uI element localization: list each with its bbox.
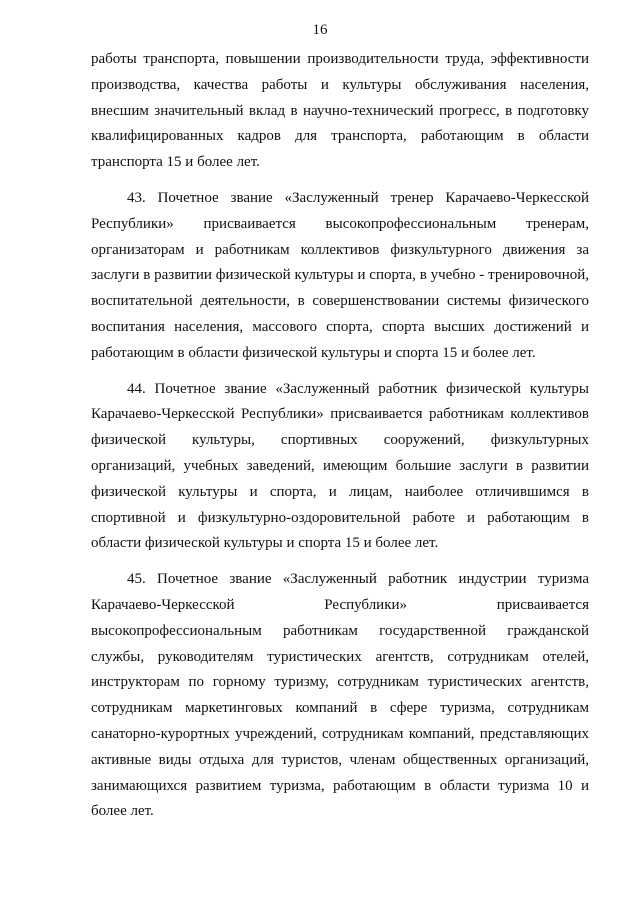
- text-line: работающим в области физической культуры и спорта 15 и более лет.: [91, 344, 536, 361]
- text-line: физической культуры и спорта, и лицам, наиболее отличившимся в: [91, 483, 589, 500]
- text-line: высокопрофессиональным работникам государственной гражданской: [91, 622, 589, 639]
- text-line: 44. Почетное звание «Заслуженный работник физической культуры: [127, 380, 589, 397]
- text-line: воспитательной деятельности, в совершенствовании системы физического: [91, 293, 589, 310]
- text-line: активные виды отдыха для туристов, членам общественных организаций,: [91, 751, 589, 768]
- text-line: сотрудникам маркетинговых компаний в сфере туризма, сотрудникам: [91, 700, 589, 717]
- text-line: 43. Почетное звание «Заслуженный тренер Карачаево-Черкесской: [127, 189, 589, 206]
- paragraph-44: [91, 377, 589, 558]
- text-line: более лет.: [91, 803, 154, 820]
- text-line: физической культуры, спортивных сооружений, физкультурных: [91, 432, 589, 449]
- text-line: области физической культуры и спорта 15 и более лет.: [91, 535, 439, 552]
- text-line: санаторно-курортных учреждений, сотрудникам компаний, представляющих: [91, 725, 589, 742]
- text-line: службы, руководителям туристических агентств, сотрудникам отелей,: [91, 648, 589, 665]
- text-line: Карачаево-Черкесской Республики» присваивается работникам коллективов: [91, 406, 589, 423]
- text-line: заслуги в развитии физической культуры и спорта, в учебно - тренировочной,: [91, 267, 589, 284]
- text-line: спортивной и физкультурно-оздоровительной работе и работающим в: [91, 509, 589, 526]
- text-line: квалифицированных кадров для транспорта, работающим в области: [91, 128, 589, 145]
- text-line: 45. Почетное звание «Заслуженный работник индустрии туризма: [127, 571, 589, 588]
- text-line: транспорта 15 и более лет.: [91, 154, 260, 171]
- text-line: производства, качества работы и культуры обслуживания населения,: [91, 76, 589, 93]
- text-line: организаторам и работникам коллективов физкультурного движения за: [91, 241, 589, 258]
- paragraph-continuation: [91, 47, 589, 176]
- paragraph-43: [91, 186, 589, 367]
- text-line: занимающихся развитием туризма, работающим в области туризма 10 и: [91, 777, 589, 794]
- document-body: [91, 47, 589, 835]
- text-line: инструкторам по горному туризму, сотрудникам туристических агентств,: [91, 674, 589, 691]
- page-number: 16: [312, 22, 328, 38]
- text-line: воспитания населения, массового спорта, спорта высших достижений и: [91, 318, 589, 335]
- text-line: Республики» присваивается высокопрофессиональным тренерам,: [91, 215, 589, 232]
- paragraph-45: [91, 567, 589, 825]
- text-line: внесшим значительный вклад в научно-технический прогресс, в подготовку: [91, 102, 589, 119]
- text-line: организаций, учебных заведений, имеющим большие заслуги в развитии: [91, 457, 589, 474]
- text-line: работы транспорта, повышении производительности труда, эффективности: [91, 51, 589, 67]
- text-line: Карачаево-Черкесской Республики» присваивается: [91, 596, 589, 613]
